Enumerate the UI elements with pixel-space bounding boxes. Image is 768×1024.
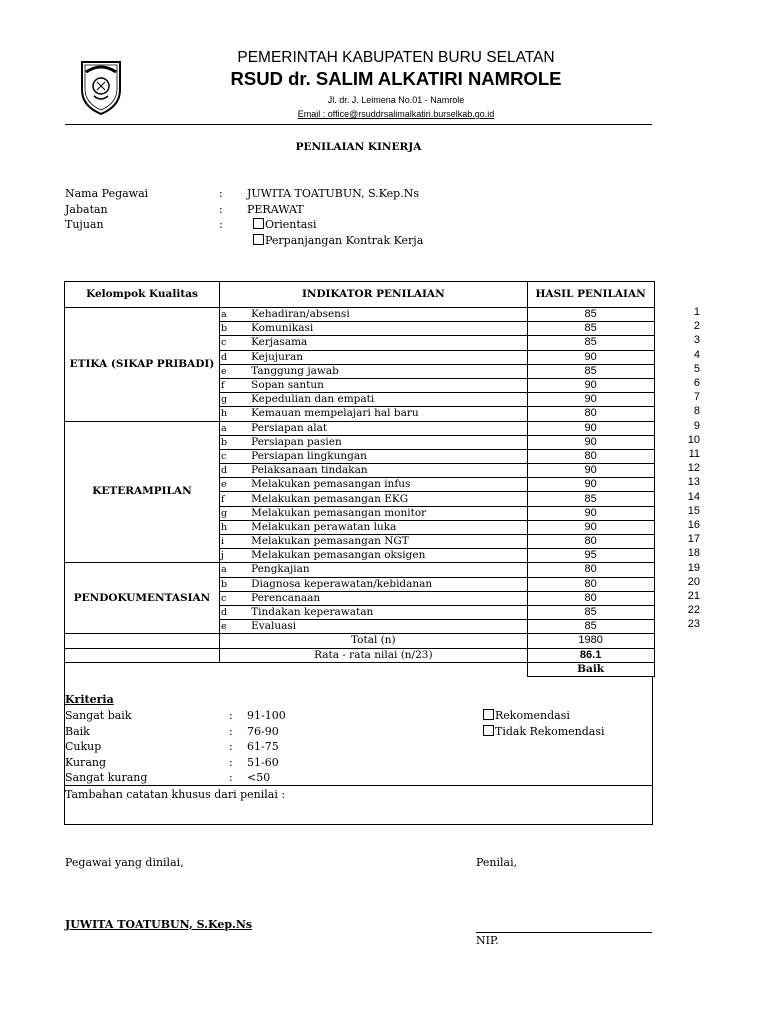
kriteria-range: <50 — [247, 771, 271, 784]
indicator-text: Persiapan pasien — [227, 435, 527, 449]
score-value[interactable]: 85 — [527, 620, 654, 634]
indicator-text: Melakukan pemasangan monitor — [227, 506, 527, 520]
colon: : — [229, 771, 233, 784]
option-rekomendasi[interactable] — [483, 708, 604, 724]
item-letter: d — [221, 465, 228, 477]
score-value[interactable]: 80 — [527, 449, 654, 463]
row-number: 17 — [687, 533, 700, 546]
indicator-text: Melakukan pemasangan NGT — [227, 535, 527, 549]
nama-label: Nama Pegawai — [65, 187, 149, 200]
row-number: 12 — [687, 462, 700, 475]
row-number: 1 — [693, 306, 700, 318]
average-label: Rata - rata nilai (n/23) — [220, 648, 528, 662]
item-letter: e — [221, 621, 227, 633]
checkbox[interactable] — [253, 218, 264, 229]
score-value[interactable]: 90 — [527, 421, 654, 435]
regency-logo — [78, 56, 124, 116]
opt-rekomendasi-label: Rekomendasi — [495, 709, 570, 722]
group-name: PENDOKUMENTASIAN — [65, 563, 220, 634]
score-value[interactable]: 80 — [527, 535, 654, 549]
indicator-text: Kejujuran — [227, 350, 527, 364]
rating-value: Baik — [527, 662, 654, 676]
indicator-text: Perencanaan — [227, 591, 527, 605]
tujuan-opt1-label: Orientasi — [265, 218, 317, 231]
colon: : — [229, 740, 233, 753]
rating-row — [65, 662, 655, 676]
indicator-text: Pelaksanaan tindakan — [227, 464, 527, 478]
row-number: 3 — [693, 334, 700, 347]
indicator-text: Melakukan pemasangan oksigen — [227, 549, 527, 563]
header-address: Jl. dr. J. Leimena No.01 - Namrole — [327, 95, 465, 105]
item-letter: d — [221, 607, 228, 619]
indicator-text: Komunikasi — [227, 322, 527, 336]
recommendation-options — [483, 708, 604, 739]
row-number: 11 — [688, 448, 700, 461]
item-letter: c — [221, 337, 227, 349]
blank-cell — [65, 648, 220, 662]
pegawai-label: Pegawai yang dinilai, — [65, 856, 184, 869]
penilai-signature-line — [476, 932, 652, 933]
item-letter: g — [221, 394, 228, 406]
kriteria-range: 51-60 — [247, 755, 279, 769]
row-number: 23 — [687, 618, 700, 631]
item-letter: c — [221, 592, 227, 604]
kriteria-label: Kurang — [65, 755, 107, 769]
row-number: 9 — [693, 419, 700, 432]
indicator-text: Persiapan lingkungan — [227, 449, 527, 463]
average-value: 86.1 — [527, 648, 654, 662]
score-value[interactable]: 90 — [527, 393, 654, 407]
indicator-text: Persiapan alat — [227, 421, 527, 435]
item-letter: f — [220, 378, 228, 392]
score-value[interactable]: 80 — [527, 577, 654, 591]
indicator-text: Sopan santun — [227, 378, 527, 392]
row-number: 20 — [687, 575, 700, 588]
score-value[interactable]: 90 — [527, 378, 654, 392]
header-government: PEMERINTAH KABUPATEN BURU SELATAN — [237, 49, 555, 66]
tujuan-option-orientasi[interactable] — [247, 217, 423, 233]
item-letter: b — [221, 436, 228, 448]
col-hasil-header: HASIL PENILAIAN — [527, 282, 654, 308]
item-letter: a — [221, 564, 227, 576]
indicator-text: Tanggung jawab — [227, 364, 527, 378]
penilai-label: Penilai, — [476, 856, 518, 869]
row-number: 22 — [687, 604, 700, 617]
row-number: 13 — [687, 476, 700, 489]
info-labels — [65, 186, 148, 233]
item-letter: h — [221, 408, 228, 420]
indicator-text: Pengkajian — [227, 563, 527, 577]
item-letter: f — [220, 492, 228, 506]
kriteria-heading: Kriteria — [65, 693, 114, 706]
kriteria-range-row — [229, 739, 286, 755]
info-values — [247, 186, 423, 248]
checkbox[interactable] — [483, 709, 494, 720]
score-value[interactable]: 90 — [527, 520, 654, 534]
score-value[interactable]: 85 — [527, 364, 654, 378]
row-number: 14 — [687, 490, 700, 503]
checkbox[interactable] — [253, 234, 264, 245]
item-letter: e — [221, 479, 227, 491]
item-letter: b — [221, 323, 228, 335]
row-number: 2 — [693, 320, 700, 333]
table-row — [65, 563, 655, 577]
kriteria-range: 91-100 — [247, 709, 286, 722]
table-row — [65, 421, 655, 435]
tujuan-label: Tujuan — [65, 218, 104, 231]
indicator-text: Tindakan keperawatan — [227, 605, 527, 619]
item-letter: c — [221, 450, 227, 462]
item-letter: b — [221, 578, 228, 590]
tujuan-option-perpanjangan[interactable] — [247, 233, 423, 249]
jabatan-label: Jabatan — [65, 202, 108, 216]
item-letter: d — [221, 351, 228, 363]
indicator-text: Diagnosa keperawatan/kebidanan — [227, 577, 527, 591]
info-colons — [219, 186, 223, 233]
indicator-text: Melakukan perawatan luka — [227, 520, 527, 534]
header-email: Email : office@rsuddrsalimalkatiri.burselkab.go.id — [297, 109, 495, 119]
total-value: 1980 — [527, 634, 654, 648]
kriteria-range-row — [229, 724, 286, 740]
score-value[interactable]: 90 — [527, 506, 654, 520]
indicator-text: Melakukan pemasangan EKG — [227, 492, 527, 506]
kriteria-section — [65, 692, 114, 708]
score-value[interactable]: 80 — [527, 563, 654, 577]
score-value[interactable]: 95 — [527, 549, 654, 563]
colon: : — [219, 187, 223, 200]
nip-label: NIP. — [476, 934, 499, 947]
kriteria-label: Sangat baik — [65, 709, 132, 722]
kriteria-labels — [65, 708, 147, 786]
row-numbers — [660, 305, 700, 632]
indicator-text: Evaluasi — [227, 620, 527, 634]
kriteria-ranges — [229, 708, 286, 786]
row-number: 4 — [693, 348, 700, 361]
kriteria-range: 76-90 — [247, 724, 279, 738]
blank-cell — [65, 634, 220, 648]
kriteria-label: Cukup — [65, 740, 102, 753]
item-letter: a — [221, 309, 227, 321]
document-title: PENILAIAN KINERJA — [295, 141, 422, 153]
kriteria-range-row — [229, 755, 286, 771]
row-number: 19 — [687, 561, 700, 574]
row-number: 16 — [687, 519, 700, 532]
kriteria-range: 61-75 — [247, 740, 279, 753]
row-number: 21 — [687, 590, 700, 603]
row-number: 8 — [693, 405, 700, 418]
score-value[interactable]: 80 — [527, 591, 654, 605]
kriteria-label: Baik — [65, 724, 90, 738]
option-tidak-rekomendasi[interactable] — [483, 724, 604, 740]
colon: : — [229, 709, 233, 722]
score-value[interactable]: 80 — [527, 407, 654, 421]
colon: : — [229, 724, 233, 738]
score-value[interactable]: 85 — [527, 308, 654, 322]
indicator-text: Kepedulian dan empati — [227, 393, 527, 407]
score-value[interactable]: 85 — [527, 605, 654, 619]
row-number: 10 — [687, 433, 700, 446]
kriteria-range-row — [229, 770, 286, 786]
item-letter: h — [221, 521, 228, 533]
row-number: 18 — [687, 547, 700, 560]
score-value[interactable]: 90 — [527, 350, 654, 364]
item-letter: g — [221, 507, 228, 519]
row-number: 6 — [693, 377, 700, 390]
row-number: 7 — [693, 391, 700, 404]
tujuan-opt2-label: Perpanjangan Kontrak Kerja — [265, 233, 424, 247]
group-name: ETIKA (SIKAP PRIBADI) — [65, 308, 220, 422]
col-kelompok-header: Kelompok Kualitas — [65, 282, 220, 308]
score-value[interactable]: 85 — [527, 336, 654, 350]
total-row — [65, 634, 655, 648]
table-row — [65, 308, 655, 322]
pegawai-name: JUWITA TOATUBUN, S.Kep.Ns — [65, 918, 253, 931]
header-hospital-name: RSUD dr. SALIM ALKATIRI NAMROLE — [230, 68, 562, 89]
header-divider — [65, 124, 652, 125]
item-letter: a — [221, 422, 227, 434]
col-indikator-header: INDIKATOR PENILAIAN — [220, 282, 528, 308]
indicator-text: Melakukan pemasangan infus — [227, 478, 527, 492]
indicator-text: Kemauan mempelajari hal baru — [227, 407, 527, 421]
total-label: Total (n) — [220, 634, 528, 648]
colon: : — [219, 218, 223, 231]
kriteria-range-row — [229, 708, 286, 724]
colon: : — [219, 202, 223, 216]
score-value[interactable]: 90 — [527, 478, 654, 492]
jabatan-value: PERAWAT — [247, 202, 304, 216]
kriteria-label: Sangat kurang — [65, 771, 148, 784]
assessment-table — [64, 281, 655, 677]
opt-tidak-label: Tidak Rekomendasi — [495, 724, 605, 738]
score-value[interactable]: 85 — [527, 492, 654, 506]
average-row — [65, 648, 655, 662]
notes-label: Tambahan catatan khusus dari penilai : — [65, 788, 286, 801]
score-value[interactable]: 90 — [527, 435, 654, 449]
indicator-text: Kerjasama — [227, 336, 527, 350]
group-name: KETERAMPILAN — [65, 421, 220, 563]
blank-cell — [65, 662, 528, 676]
row-number: 5 — [693, 362, 700, 375]
checkbox[interactable] — [483, 725, 494, 736]
indicator-text: Kehadiran/absensi — [227, 308, 527, 322]
item-letter: e — [221, 365, 227, 377]
table-header-row — [65, 282, 655, 308]
item-letter: j — [220, 549, 228, 563]
nama-value: JUWITA TOATUBUN, S.Kep.Ns — [247, 187, 419, 200]
score-value[interactable]: 90 — [527, 464, 654, 478]
item-letter: i — [220, 535, 228, 549]
row-number: 15 — [687, 504, 700, 517]
score-value[interactable]: 85 — [527, 322, 654, 336]
colon: : — [229, 755, 233, 769]
